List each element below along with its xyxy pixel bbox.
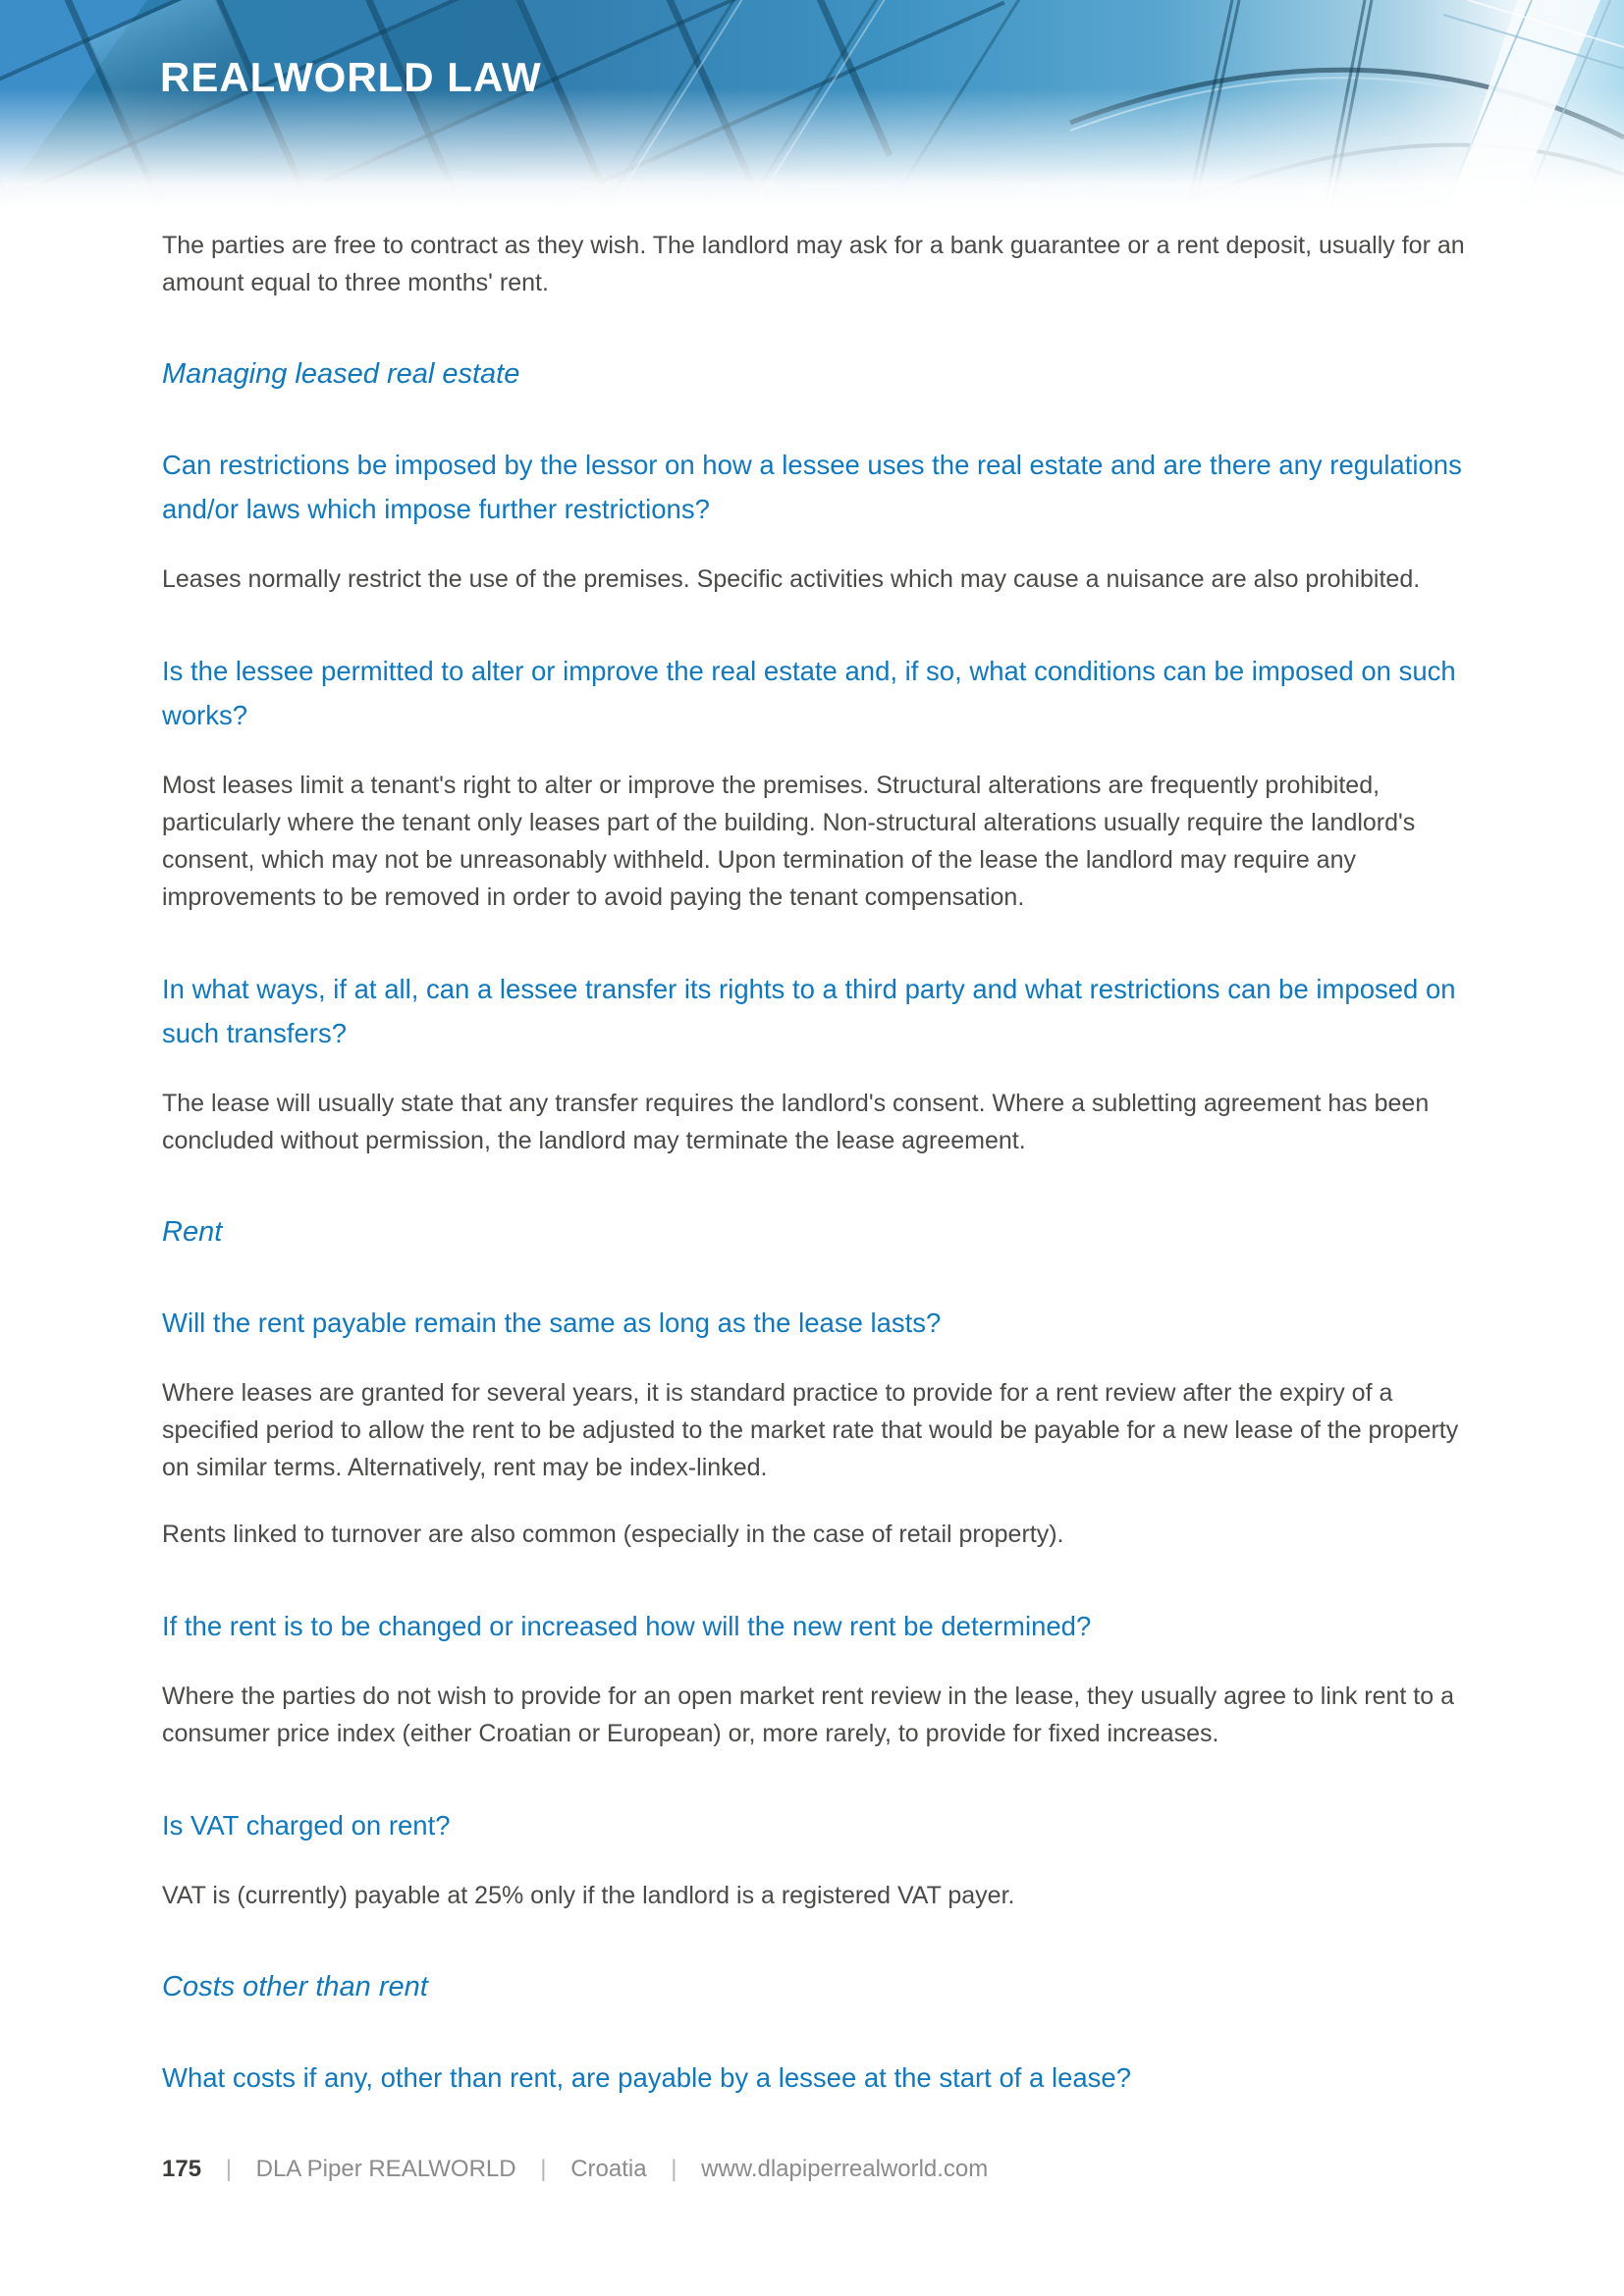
question-heading: In what ways, if at all, can a lessee transfer its rights to a third party and what restrictions can be imposed on such transfers?	[162, 974, 1456, 1048]
body-paragraph: Leases normally restrict the use of the premises. Specific activities which may cause a nuisance are also prohibited.	[162, 565, 1421, 593]
body-paragraph: Where the parties do not wish to provide for an open market rent review in the lease, they usually agree to link rent to a consumer price index (either Croatian or European) or, more rarely, to provide for fixed increases.	[162, 1682, 1454, 1747]
footer-url[interactable]: www.dlapiperrealworld.com	[701, 2156, 989, 2182]
question-heading: Will the rent payable remain the same as long as the lease lasts?	[162, 1308, 942, 1338]
body-paragraph: Where leases are granted for several years, it is standard practice to provide for a rent review after the expiry of a specified period to allow the rent to be adjusted to the market rate that would be payable for a new lease of the property on similar terms. Alternatively, rent may be index-linked.	[162, 1379, 1459, 1481]
question-heading: Can restrictions be imposed by the lessor on how a lessee uses the real estate and are there any regulations and/or laws which impose further restrictions?	[162, 450, 1462, 524]
page-number: 175	[162, 2156, 202, 2182]
question-heading: Is VAT charged on rent?	[162, 1810, 451, 1841]
question-heading: Is the lessee permitted to alter or improve the real estate and, if so, what conditions can be imposed on such works?	[162, 656, 1456, 730]
footer-brand: DLA Piper REALWORLD	[255, 2156, 516, 2182]
page-footer	[162, 2156, 988, 2183]
footer-separator: |	[540, 2156, 547, 2182]
page-title: REALWORLD LAW	[160, 54, 542, 100]
body-paragraph: The parties are free to contract as they wish. The landlord may ask for a bank guarantee or a rent deposit, usually for an amount equal to three months' rent.	[162, 232, 1465, 296]
body-paragraph: The lease will usually state that any transfer requires the landlord's consent. Where a subletting agreement has been concluded without permission, the landlord may terminate the lease agreement.	[162, 1090, 1430, 1154]
document-body	[162, 211, 1473, 2100]
body-paragraph: Rents linked to turnover are also common (especially in the case of retail property).	[162, 1521, 1064, 1548]
body-paragraph: Most leases limit a tenant's right to alter or improve the premises. Structural alterations are frequently prohibited, particularly where the tenant only leases part of the building. Non-structural alterations usually require the landlord's consent, which may not be unreasonably withheld. Upon termination of the lease the landlord may require any improvements to be removed in order to avoid paying the tenant compensation.	[162, 772, 1416, 911]
banner	[0, 0, 1624, 211]
section-heading: Managing leased real estate	[162, 358, 520, 390]
footer-separator: |	[671, 2156, 677, 2182]
section-heading: Costs other than rent	[162, 1971, 428, 2002]
question-heading: What costs if any, other than rent, are payable by a lessee at the start of a lease?	[162, 2062, 1131, 2093]
section-heading: Rent	[162, 1216, 223, 1248]
footer-separator: |	[225, 2156, 232, 2182]
footer-country: Croatia	[570, 2156, 647, 2182]
question-heading: If the rent is to be changed or increased how will the new rent be determined?	[162, 1611, 1092, 1641]
glass-building-photo	[0, 0, 1624, 211]
body-paragraph: VAT is (currently) payable at 25% only if the landlord is a registered VAT payer.	[162, 1882, 1015, 1909]
